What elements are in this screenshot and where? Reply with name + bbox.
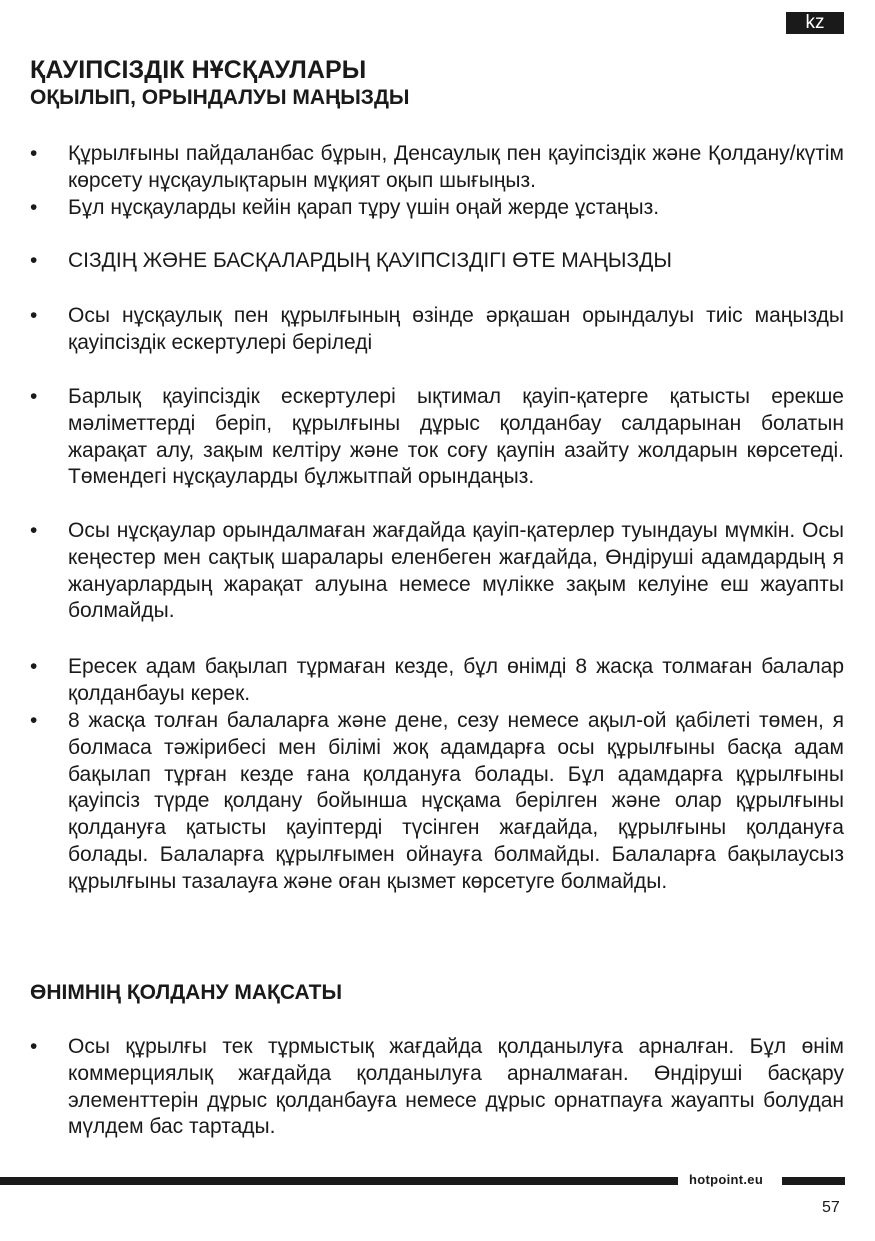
bullet-icon: • [30,1035,38,1058]
list-item-text: Осы құрылғы тек тұрмыстық жағдайда қолданылуға арналған. Бұл өнім коммерциялық жағдайда қолданылуға арналмаған. Өндіруші басқару элементтерін дұрыс қолданбауға немесе дұрыс орнатпауға жауапты болудан мүлдем бас тартады. [68,1035,844,1139]
list-item-text: СІЗДІҢ ЖӘНЕ БАСҚАЛАРДЫҢ ҚАУІПСІЗДІГІ ӨТЕ МАҢЫЗДЫ [68,249,672,272]
bullet-icon: • [30,655,38,678]
section-heading-intended-use: ӨНІМНІҢ ҚОЛДАНУ МАҚСАТЫ [30,981,343,1004]
list-item [30,654,844,708]
bullet-icon: • [30,385,38,408]
bullet-icon: • [30,249,38,272]
page-subtitle: ОҚЫЛЫП, ОРЫНДАЛУЫ МАҢЫЗДЫ [30,86,410,109]
page-number: 57 [822,1199,840,1216]
list-item [30,141,844,195]
bullet-icon: • [30,142,38,165]
language-badge: kz [786,12,844,34]
bullet-icon: • [30,304,38,327]
list-item [30,248,844,275]
list-item-text: Осы нұсқаулық пен құрылғының өзінде әрқашан орындалуы тиіс маңызды қауіпсіздік ескертулері беріледі [68,304,844,354]
list-item [30,518,844,625]
page-title: ҚАУІПСІЗДІК НҰСҚАУЛАРЫ [30,56,367,84]
footer-divider-left [0,1177,678,1185]
list-item [30,195,844,222]
footer-divider-right [782,1177,845,1185]
footer-website: hotpoint.eu [689,1172,764,1187]
list-item-text: Ересек адам бақылап тұрмаған кезде, бұл өнімді 8 жасқа толмаған балалар қолданбауы керек. [68,655,844,705]
list-item-text: Осы нұсқаулар орындалмаған жағдайда қауіп-қатерлер туындауы мүмкін. Осы кеңестер мен сақтық шаралары еленбеген жағдайда, Өндіруші адамдардың я жануарлардың жарақат алуына немесе мүлікке зақым келуіне еш жауапты болмайды. [68,519,844,623]
bullet-icon: • [30,709,38,732]
bullet-icon: • [30,196,38,219]
list-item-text: Барлық қауіпсіздік ескертулері ықтимал қауіп-қатерге қатысты ерекше мәліметтерді беріп, құрылғыны дұрыс қолданбау салдарынан болатын жарақат алу, зақым келтіру және ток соғу қаупін азайту жолдарын көрсетеді. Төмендегі нұсқауларды бұлжытпай орындаңыз. [68,385,844,489]
list-item [30,384,844,491]
list-item-text: 8 жасқа толған балаларға және дене, сезу немесе ақыл-ой қабілеті төмен, я болмаса тәжірибесі мен білімі жоқ адамдарға осы құрылғыны басқа адам бақылап тұрған кезде ғана қолдануға болады. Бұл адамдарға құрылғыны қауіпсіз түрде қолдану бойынша нұсқама берілген және олар құрылғыны қолдануға қатысты қауіптерді түсінген жағдайда, құрылғыны қолдануға болады. Балаларға құрылғымен ойнауға болмайды. Балаларға бақылаусыз құрылғыны тазалауға және оған қызмет көрсетуге болмайды. [68,709,844,893]
list-item [30,708,844,896]
bullet-icon: • [30,519,38,542]
list-item [30,303,844,357]
list-item-text: Құрылғыны пайдаланбас бұрын, Денсаулық пен қауіпсіздік және Қолдану/күтім көрсету нұсқаулықтарын мұқият оқып шығыңыз. [68,142,844,192]
list-item [30,1034,844,1141]
list-item-text: Бұл нұсқауларды кейін қарап тұру үшін оңай жерде ұстаңыз. [68,196,660,219]
